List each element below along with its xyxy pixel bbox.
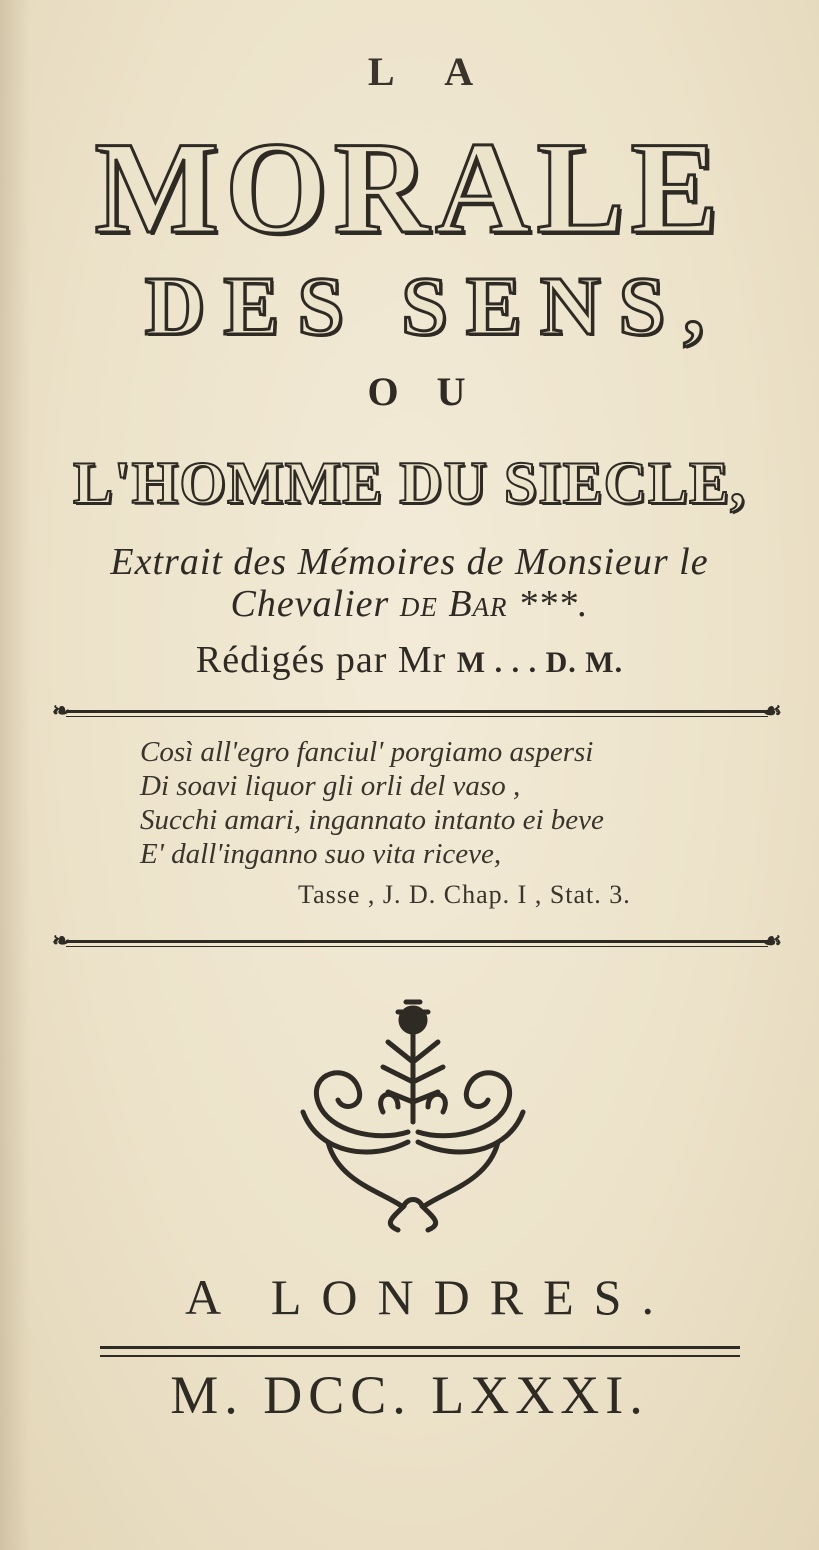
conjunction-ou: O U [367, 369, 480, 414]
imprint-place: A LONDRES. [185, 1269, 674, 1325]
epigraph-line-1: Così all'egro fanciul' porgiamo aspersi [140, 736, 594, 768]
alternate-title: L'HOMME DU SIECLE, [72, 450, 747, 516]
editor-initials: M . . . D. M. [456, 646, 624, 679]
imprint-date: M. DCC. LXXXI. [170, 1365, 649, 1425]
epigraph-citation: Tasse , J. D. Chap. I , Stat. 3. [298, 880, 631, 909]
extract-chevalier: Chevalier [230, 583, 390, 625]
rule-end-left-icon: ❧ [52, 928, 71, 953]
subtitle-des-sens: DES SENS, [144, 260, 723, 353]
rule-end-right-icon: ☙ [762, 698, 782, 723]
rule-bar [66, 710, 768, 717]
main-title: MORALE [94, 114, 725, 261]
epigraph-line-3: Succhi amari, ingannato intanto ei beve [140, 804, 604, 836]
extract-line-1: Extrait des Mémoires de Monsieur le [110, 541, 709, 583]
editor-prefix: Rédigés par Mr [195, 639, 447, 681]
extract-bar: Bar ***. [448, 583, 589, 625]
extract-line-2 [0, 582, 819, 626]
title-article: L A [367, 49, 496, 94]
rule-end-right-icon: ☙ [762, 928, 782, 953]
extract-de: de [399, 583, 438, 625]
rule-bar [100, 1346, 740, 1357]
editor-line [0, 638, 819, 682]
imprint-rule [96, 1340, 744, 1362]
rule-bar [66, 940, 768, 947]
rule-end-left-icon: ❧ [52, 698, 71, 723]
epigraph-line-2: Di soavi liquor gli orli del vaso , [140, 770, 521, 802]
floral-vignette-icon [288, 992, 538, 1237]
epigraph-line-4: E' dall'inganno suo vita riceve, [140, 838, 502, 870]
